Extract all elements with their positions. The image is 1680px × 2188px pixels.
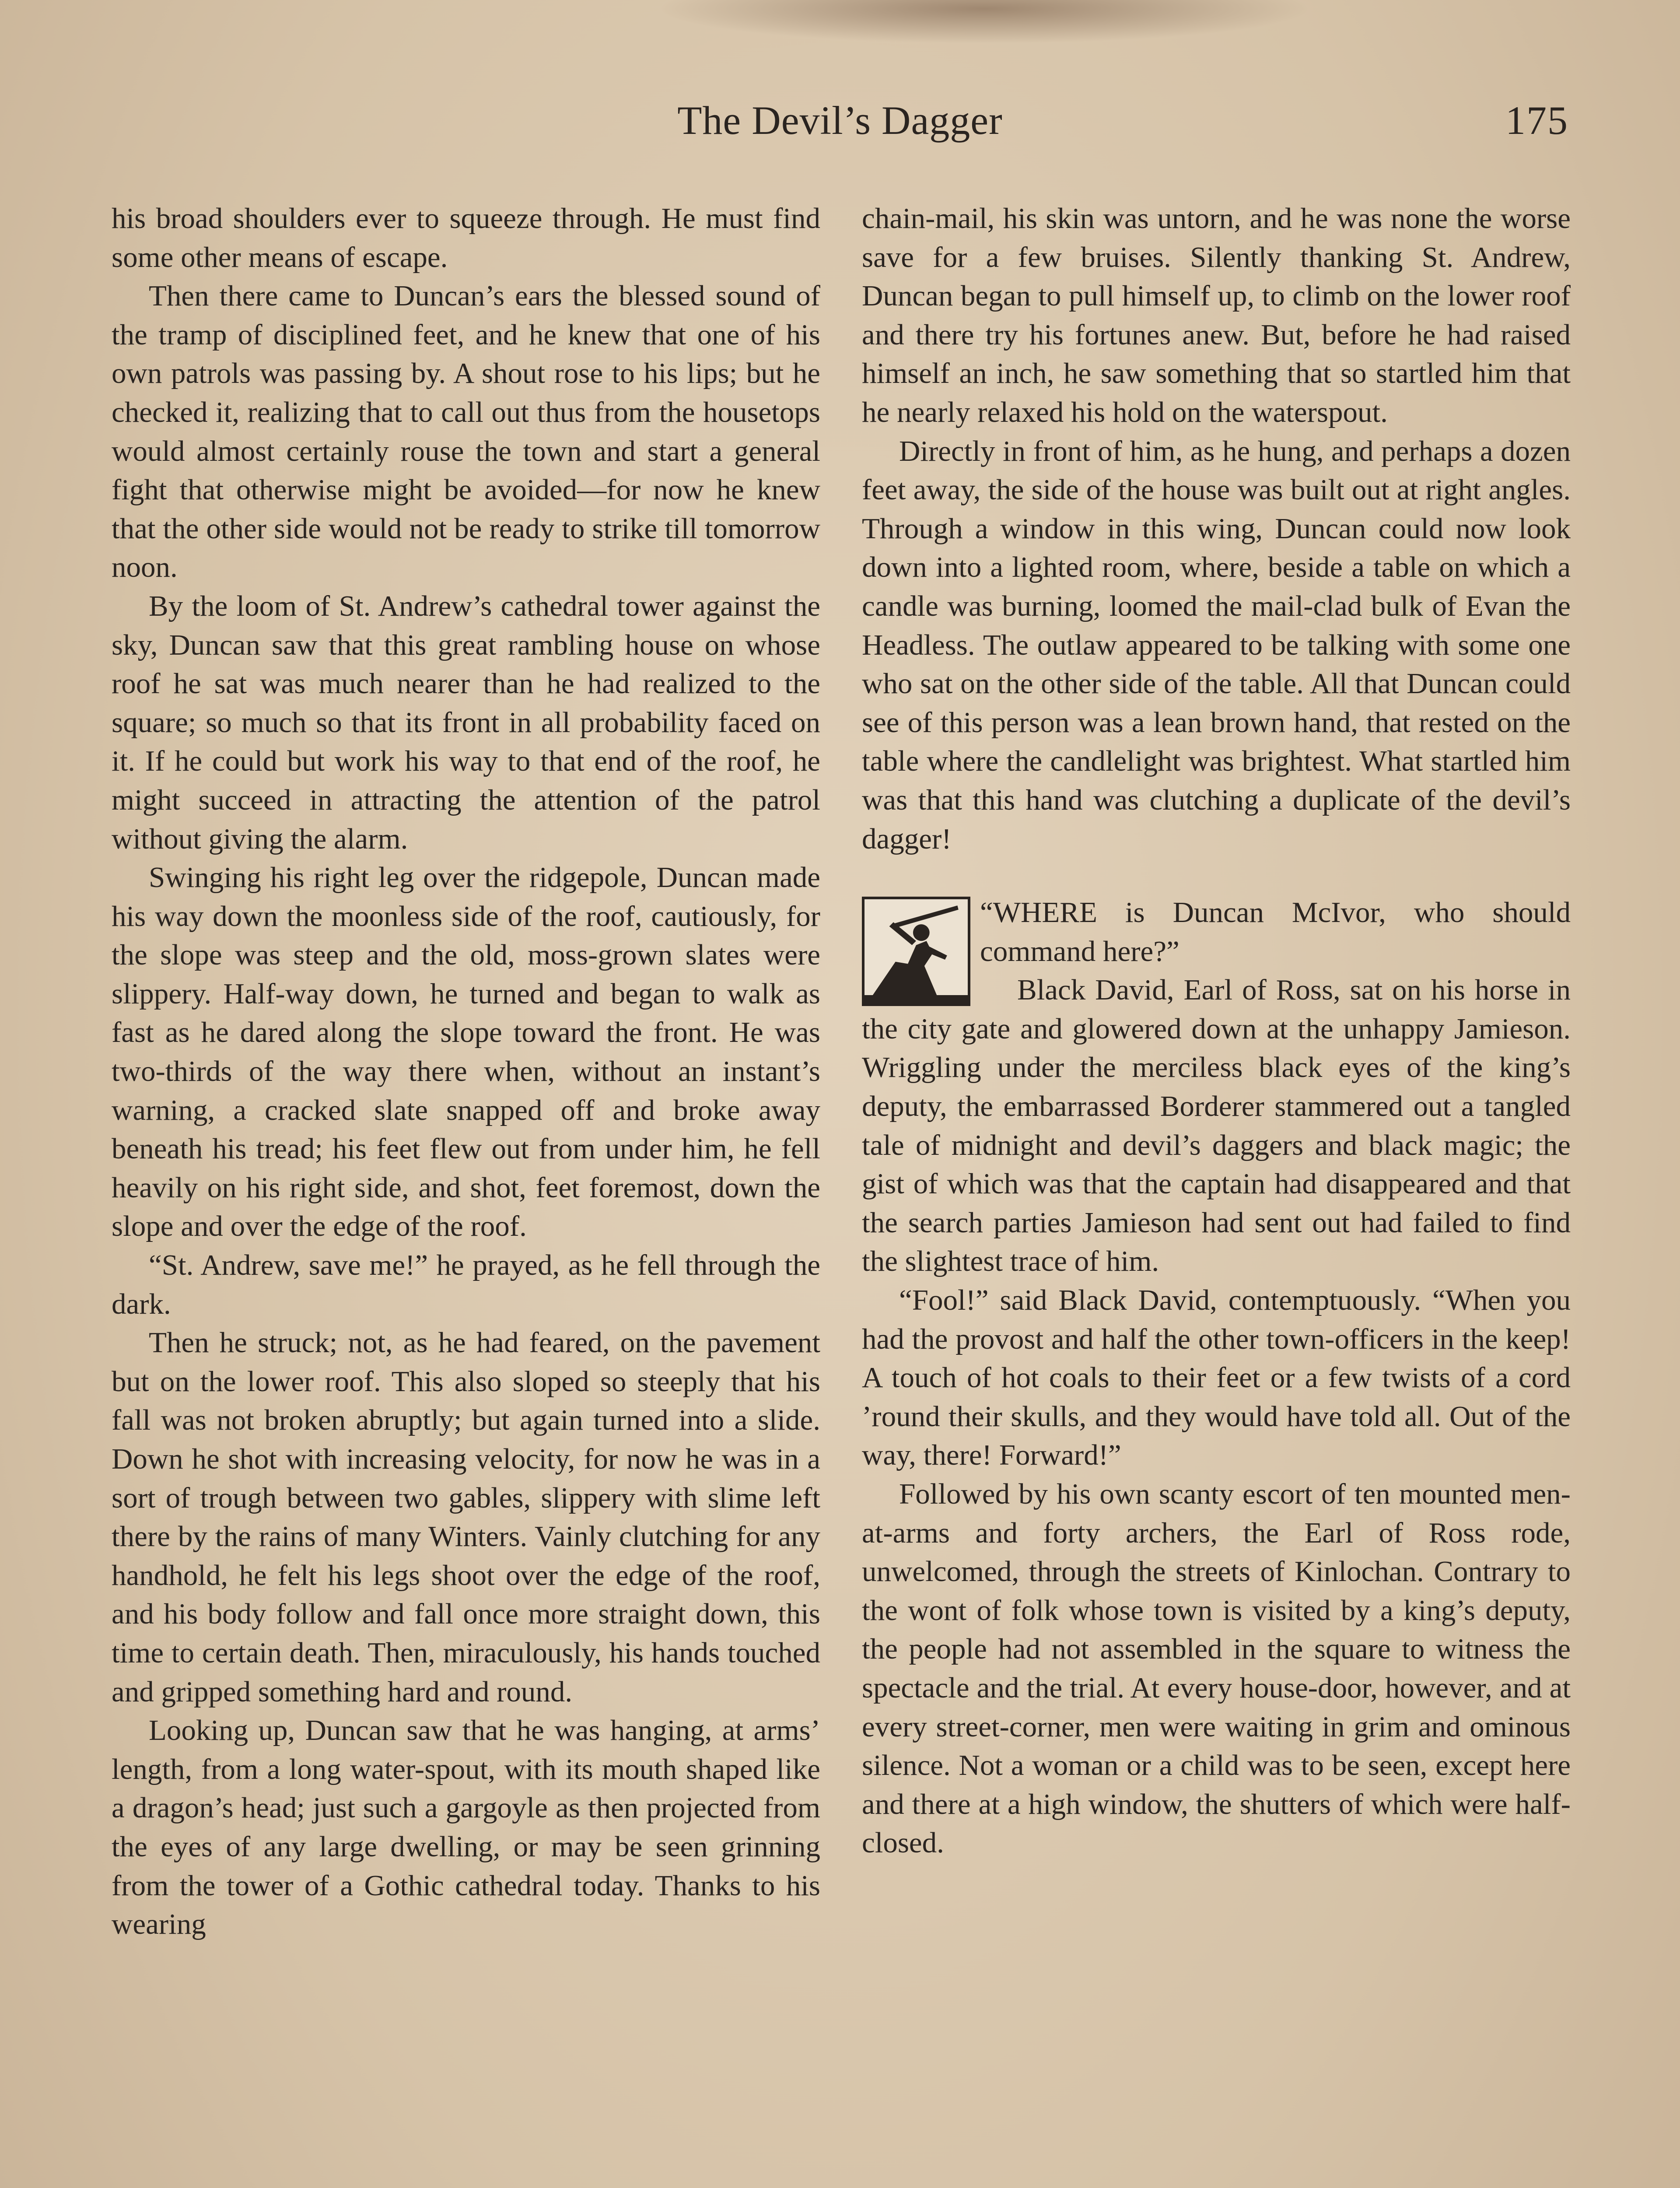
swordsman-drop-cap-icon [862, 897, 970, 1006]
paragraph: his broad shoulders ever to squeeze through. He must find some other means of escape. [112, 202, 820, 274]
paragraph: Directly in front of him, as he hung, and perhaps a dozen feet away, the side of the house was built out at right angles. Through a window in this wing, Duncan could now look down into a lighted room, where, beside a table on which a candle was burning, loomed the mail-clad bulk of Evan the Headless. The outlaw appeared to be talking with some one who sat on the other side of the table. All that Duncan could see of this person was a lean brown hand, that rested on the table where the candlelight was brightest. What startled him was that this hand was clutching a duplicate of the devil’s dagger! [862, 435, 1571, 855]
paragraph: Black David, Earl of Ross, sat on his horse in the city gate and glowered down at the unhappy Jamieson. Wriggling under the merciless black eyes of the king’s deputy, the embarrassed Borderer stammered out a tangled tale of midnight and devil’s daggers and black magic; the gist of which was that the captain had disappeared and that the search parties Jamieson had sent out had failed to find the slightest trace of him. [862, 974, 1571, 1278]
paragraph: By the loom of St. Andrew’s cathedral tower against the sky, Duncan saw that this great rambling house on whose roof he sat was much nearer than he had realized to the square; so much so that its front in all probability faced on it. If he could but work his way to that end of the roof, he might succeed in attracting the attention of the patrol without giving the alarm. [112, 589, 820, 855]
paragraph: “Fool!” said Black David, contemptuously. “When you had the provost and half the other town-officers in the keep! A touch of hot coals to their feet or a few twists of a cord ’round their skulls, and they would have told all. Out of the way, there! Forward!” [862, 1284, 1571, 1472]
paragraph: Looking up, Duncan saw that he was hanging, at arms’ length, from a long water-spout, with its mouth shaped like a dragon’s head; just such a gargoyle as then projected from the eyes of any large dwelling, or may be seen grinning from the tower of a Gothic cathedral today. Thanks to his wearing [112, 1714, 820, 1941]
section-opening-line: “WHERE is Duncan McIvor, who should command here?” [980, 896, 1571, 968]
paragraph: chain-mail, his skin was untorn, and he was none the worse save for a few bruises. Silently thanking St. Andrew, Duncan began to pull himself up, to climb on the lower roof and there try his fortunes anew. But, before he had raised himself an inch, he saw something that so startled him that he nearly relaxed his hold on the waterspout. [862, 202, 1571, 428]
paragraph: Followed by his own scanty escort of ten mounted men-at-arms and forty archers, the Earl of Ross rode, unwelcomed, through the streets of Kinlochan. Contrary to the wont of folk whose town is visited by a king’s deputy, the people had not assembled in the square to witness the spectacle and the trial. At every house-door, however, and at every street-corner, men were waiting in grim and ominous silence. Not a woman or a child was to be seen, except here and there at a high window, the shutters of which were half-closed. [862, 1478, 1571, 1859]
running-head [112, 97, 1568, 150]
page-stain [656, 0, 1312, 44]
paragraph: Swinging his right leg over the ridgepole, Duncan made his way down the moonless side of the roof, cautiously, for the slope was steep and the old, moss-grown slates were slippery. Half-way down, he turned and began to walk as fast as he dared along the slope toward the front. He was two-thirds of the way there when, without an instant’s warning, a cracked slate snapped off and broke away beneath his tread; his feet flew out from under him, he fell heavily on his right side, and shot, feet foremost, down the slope and over the edge of the roof. [112, 861, 820, 1243]
paragraph: Then he struck; not, as he had feared, on the pavement but on the lower roof. This also sloped so steeply that his fall was not broken abruptly; but again turned into a slide. Down he shot with increasing velocity, for now he was in a sort of trough between two gables, slippery with slime left there by the rains of many Winters. Vainly clutching for any handhold, he felt his legs shoot over the edge of the roof, and his body follow and fall once more straight down, this time to certain death. Then, miraculously, his hands touched and gripped something hard and round. [112, 1326, 820, 1708]
running-title: The Devil’s Dagger [677, 98, 1003, 143]
right-column [862, 199, 1571, 1862]
page-number: 175 [1505, 98, 1568, 143]
paragraph: “St. Andrew, save me!” he prayed, as he fell through the dark. [112, 1249, 820, 1320]
left-column [112, 199, 820, 1944]
paragraph: Then there came to Duncan’s ears the blessed sound of the tramp of disciplined feet, and he knew that one of his own patrols was passing by. A shout rose to his lips; but he checked it, realizing that to call out thus from the housetops would almost certainly rouse the town and start a general fight that otherwise might be avoided—for now he knew that the other side would not be ready to strike till tomorrow noon. [112, 280, 820, 584]
section-break [862, 858, 1571, 893]
